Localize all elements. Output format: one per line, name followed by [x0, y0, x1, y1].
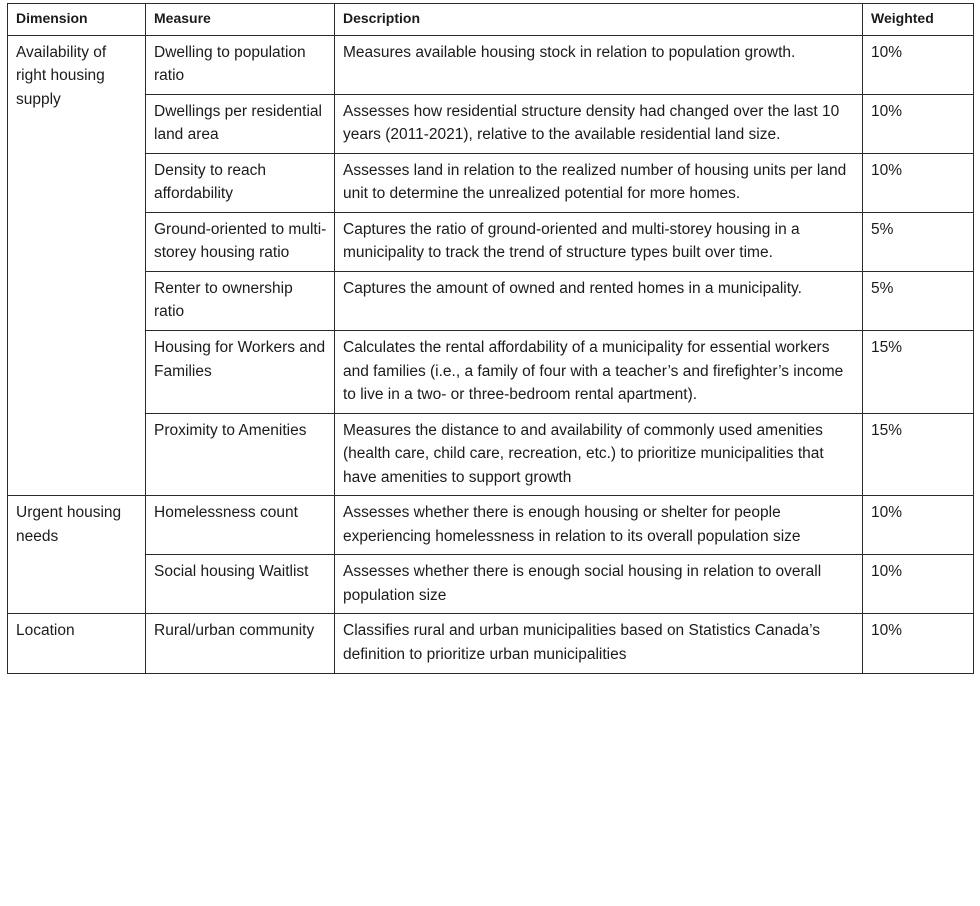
description-cell: Calculates the rental affordability of a municipality for essential workers and families (i.e., a family of four with a teacher’s and firefighter’s income to live in a two- or three-bedroom rental apartment). — [335, 330, 863, 413]
criteria-table-container — [7, 3, 973, 674]
weight-cell: 5% — [863, 212, 974, 271]
table-row — [8, 330, 974, 413]
weight-cell: 15% — [863, 413, 974, 496]
measure-cell: Renter to ownership ratio — [146, 271, 335, 330]
table-row — [8, 94, 974, 153]
measure-cell: Housing for Workers and Families — [146, 330, 335, 413]
table-row — [8, 271, 974, 330]
description-cell: Measures the distance to and availability of commonly used amenities (health care, child care, recreation, etc.) to prioritize municipalities that have amenities to support growth — [335, 413, 863, 496]
weight-cell: 15% — [863, 330, 974, 413]
description-cell: Classifies rural and urban municipalities based on Statistics Canada’s definition to prioritize urban municipalities — [335, 614, 863, 673]
description-cell: Assesses whether there is enough housing or shelter for people experiencing homelessness in relation to its overall population size — [335, 496, 863, 555]
column-header-description: Description — [335, 4, 863, 36]
table-row — [8, 212, 974, 271]
measure-cell: Homelessness count — [146, 496, 335, 555]
table-row — [8, 413, 974, 496]
weight-cell: 10% — [863, 496, 974, 555]
description-cell: Assesses whether there is enough social housing in relation to overall population size — [335, 555, 863, 614]
column-header-measure: Measure — [146, 4, 335, 36]
measure-cell: Density to reach affordability — [146, 153, 335, 212]
dimension-group-label: Availability of right housing supply — [8, 35, 146, 496]
measure-cell: Ground-oriented to multi-storey housing ratio — [146, 212, 335, 271]
table-row — [8, 614, 974, 673]
dimension-group-label: Location — [8, 614, 146, 673]
table-header — [8, 4, 974, 36]
table-row — [8, 35, 974, 94]
measure-cell: Social housing Waitlist — [146, 555, 335, 614]
table-row — [8, 153, 974, 212]
description-cell: Captures the ratio of ground-oriented and multi-storey housing in a municipality to track the trend of structure types built over time. — [335, 212, 863, 271]
weight-cell: 10% — [863, 35, 974, 94]
table-row — [8, 496, 974, 555]
description-cell: Captures the amount of owned and rented homes in a municipality. — [335, 271, 863, 330]
description-cell: Assesses how residential structure density had changed over the last 10 years (2011-2021), relative to the available residential land size. — [335, 94, 863, 153]
weight-cell: 10% — [863, 153, 974, 212]
weight-cell: 10% — [863, 614, 974, 673]
weight-cell: 10% — [863, 94, 974, 153]
measure-cell: Rural/urban community — [146, 614, 335, 673]
measure-cell: Dwelling to population ratio — [146, 35, 335, 94]
weight-cell: 5% — [863, 271, 974, 330]
weight-cell: 10% — [863, 555, 974, 614]
column-header-weighted: Weighted — [863, 4, 974, 36]
housing-criteria-table — [7, 3, 974, 674]
table-body — [8, 35, 974, 673]
measure-cell: Dwellings per residential land area — [146, 94, 335, 153]
table-header-row — [8, 4, 974, 36]
description-cell: Measures available housing stock in relation to population growth. — [335, 35, 863, 94]
description-cell: Assesses land in relation to the realized number of housing units per land unit to determine the unrealized potential for more homes. — [335, 153, 863, 212]
table-row — [8, 555, 974, 614]
measure-cell: Proximity to Amenities — [146, 413, 335, 496]
dimension-group-label: Urgent housing needs — [8, 496, 146, 614]
column-header-dimension: Dimension — [8, 4, 146, 36]
